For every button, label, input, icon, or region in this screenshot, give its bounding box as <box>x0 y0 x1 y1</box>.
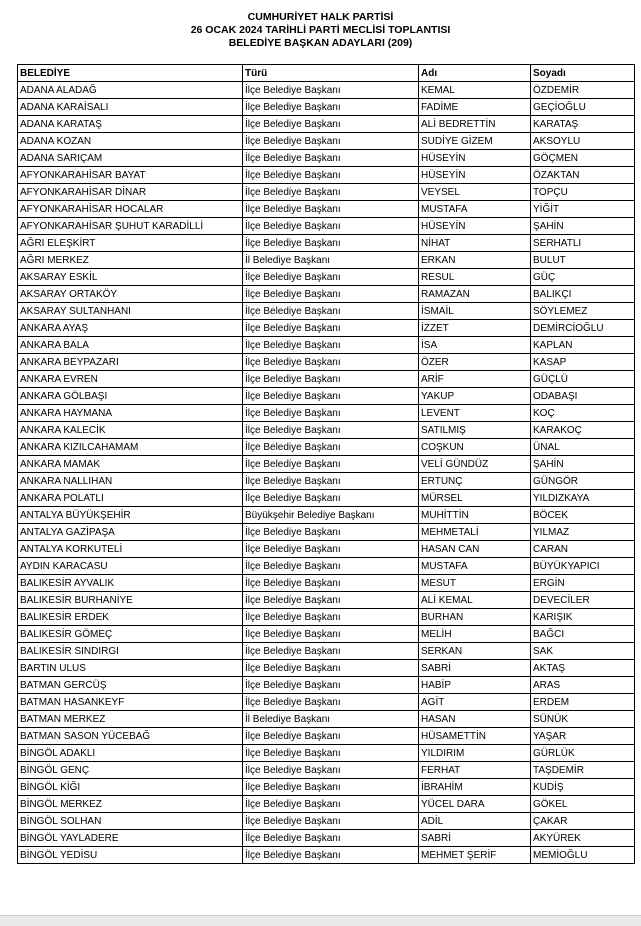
municipality-cell: BARTIN ULUS <box>18 660 243 677</box>
first-name-cell: HÜSEYİN <box>419 167 531 184</box>
type-cell: İlçe Belediye Başkanı <box>243 218 419 235</box>
last-name-cell: BÖCEK <box>531 507 635 524</box>
type-cell: İlçe Belediye Başkanı <box>243 337 419 354</box>
last-name-cell: AKSOYLU <box>531 133 635 150</box>
first-name-cell: VELİ GÜNDÜZ <box>419 456 531 473</box>
type-cell: İlçe Belediye Başkanı <box>243 456 419 473</box>
table-row <box>18 82 635 99</box>
type-cell: İlçe Belediye Başkanı <box>243 558 419 575</box>
municipality-cell: BİNGÖL SOLHAN <box>18 813 243 830</box>
type-cell: İlçe Belediye Başkanı <box>243 779 419 796</box>
last-name-cell: KARIŞIK <box>531 609 635 626</box>
last-name-cell: BULUT <box>531 252 635 269</box>
municipality-cell: ADANA SARIÇAM <box>18 150 243 167</box>
last-name-cell: DEVECİLER <box>531 592 635 609</box>
municipality-cell: ADANA ALADAĞ <box>18 82 243 99</box>
table-row <box>18 609 635 626</box>
municipality-cell: AFYONKARAHİSAR ŞUHUT KARADİLLİ <box>18 218 243 235</box>
table-row <box>18 422 635 439</box>
municipality-cell: BALIKESİR GÖMEÇ <box>18 626 243 643</box>
type-cell: İlçe Belediye Başkanı <box>243 439 419 456</box>
first-name-cell: FERHAT <box>419 762 531 779</box>
table-row <box>18 779 635 796</box>
first-name-cell: MEHMET ŞERİF <box>419 847 531 864</box>
table-row <box>18 184 635 201</box>
municipality-cell: BATMAN GERCÜŞ <box>18 677 243 694</box>
document-header <box>0 11 641 50</box>
last-name-cell: GÜÇLÜ <box>531 371 635 388</box>
table-row <box>18 813 635 830</box>
last-name-cell: YAŞAR <box>531 728 635 745</box>
table-row <box>18 252 635 269</box>
table-row <box>18 711 635 728</box>
table-row <box>18 218 635 235</box>
table-row <box>18 354 635 371</box>
first-name-cell: ERTUNÇ <box>419 473 531 490</box>
type-cell: İlçe Belediye Başkanı <box>243 235 419 252</box>
municipality-cell: AĞRI ELEŞKİRT <box>18 235 243 252</box>
table-row <box>18 694 635 711</box>
first-name-cell: ERKAN <box>419 252 531 269</box>
first-name-cell: SABRİ <box>419 830 531 847</box>
first-name-cell: HASAN <box>419 711 531 728</box>
last-name-cell: KASAP <box>531 354 635 371</box>
type-cell: İlçe Belediye Başkanı <box>243 626 419 643</box>
last-name-cell: GÖÇMEN <box>531 150 635 167</box>
municipality-cell: ANTALYA BÜYÜKŞEHİR <box>18 507 243 524</box>
table-row <box>18 677 635 694</box>
first-name-cell: MELİH <box>419 626 531 643</box>
last-name-cell: ŞAHİN <box>531 456 635 473</box>
type-cell: İl Belediye Başkanı <box>243 711 419 728</box>
first-name-cell: HÜSAMETTİN <box>419 728 531 745</box>
table-row <box>18 626 635 643</box>
first-name-cell: HABİP <box>419 677 531 694</box>
first-name-cell: YÜCEL DARA <box>419 796 531 813</box>
table-row <box>18 303 635 320</box>
type-cell: İlçe Belediye Başkanı <box>243 847 419 864</box>
last-name-cell: GÜRLÜK <box>531 745 635 762</box>
last-name-cell: ERGİN <box>531 575 635 592</box>
table-row <box>18 337 635 354</box>
municipality-cell: BALIKESİR SINDIRGI <box>18 643 243 660</box>
table-row <box>18 371 635 388</box>
type-cell: Büyükşehir Belediye Başkanı <box>243 507 419 524</box>
type-cell: İlçe Belediye Başkanı <box>243 201 419 218</box>
first-name-cell: ALİ BEDRETTİN <box>419 116 531 133</box>
table-row <box>18 235 635 252</box>
table-row <box>18 320 635 337</box>
municipality-cell: BİNGÖL YAYLADERE <box>18 830 243 847</box>
last-name-cell: AKTAŞ <box>531 660 635 677</box>
last-name-cell: KAPLAN <box>531 337 635 354</box>
municipality-cell: AFYONKARAHİSAR BAYAT <box>18 167 243 184</box>
last-name-cell: TAŞDEMİR <box>531 762 635 779</box>
last-name-cell: GÜNGÖR <box>531 473 635 490</box>
last-name-cell: KARAKOÇ <box>531 422 635 439</box>
candidates-title: BELEDİYE BAŞKAN ADAYLARI (209) <box>228 37 413 49</box>
table-header-row <box>18 65 635 82</box>
first-name-cell: SABRİ <box>419 660 531 677</box>
municipality-cell: ANKARA AYAŞ <box>18 320 243 337</box>
municipality-cell: ANKARA NALLIHAN <box>18 473 243 490</box>
table-row <box>18 388 635 405</box>
first-name-cell: YILDIRIM <box>419 745 531 762</box>
type-cell: İlçe Belediye Başkanı <box>243 643 419 660</box>
last-name-cell: KARATAŞ <box>531 116 635 133</box>
last-name-cell: BALIKÇI <box>531 286 635 303</box>
municipality-cell: AĞRI MERKEZ <box>18 252 243 269</box>
type-cell: İlçe Belediye Başkanı <box>243 133 419 150</box>
type-cell: İlçe Belediye Başkanı <box>243 150 419 167</box>
municipality-cell: ANKARA KALECİK <box>18 422 243 439</box>
municipality-cell: BALIKESİR BURHANİYE <box>18 592 243 609</box>
type-cell: İlçe Belediye Başkanı <box>243 541 419 558</box>
last-name-cell: ÇAKAR <box>531 813 635 830</box>
first-name-cell: FADİME <box>419 99 531 116</box>
last-name-cell: CARAN <box>531 541 635 558</box>
last-name-cell: ARAS <box>531 677 635 694</box>
municipality-cell: AKSARAY ORTAKÖY <box>18 286 243 303</box>
last-name-cell: SAK <box>531 643 635 660</box>
type-cell: İlçe Belediye Başkanı <box>243 320 419 337</box>
first-name-cell: VEYSEL <box>419 184 531 201</box>
municipality-cell: ANKARA GÖLBAŞI <box>18 388 243 405</box>
type-cell: İlçe Belediye Başkanı <box>243 184 419 201</box>
municipality-cell: AKSARAY ESKİL <box>18 269 243 286</box>
table-row <box>18 473 635 490</box>
type-cell: İlçe Belediye Başkanı <box>243 269 419 286</box>
table-row <box>18 133 635 150</box>
type-cell: İlçe Belediye Başkanı <box>243 303 419 320</box>
municipality-cell: ADANA KARAİSALI <box>18 99 243 116</box>
type-cell: İlçe Belediye Başkanı <box>243 524 419 541</box>
viewer-bottom-bar <box>0 915 641 926</box>
municipality-cell: BATMAN HASANKEYF <box>18 694 243 711</box>
first-name-cell: KEMAL <box>419 82 531 99</box>
municipality-cell: ANKARA POLATLI <box>18 490 243 507</box>
first-name-cell: İBRAHİM <box>419 779 531 796</box>
municipality-cell: AFYONKARAHİSAR DİNAR <box>18 184 243 201</box>
type-cell: İlçe Belediye Başkanı <box>243 575 419 592</box>
type-cell: İlçe Belediye Başkanı <box>243 167 419 184</box>
header-first-name: Adı <box>419 65 531 82</box>
first-name-cell: MESUT <box>419 575 531 592</box>
table-row <box>18 490 635 507</box>
header-type: Türü <box>243 65 419 82</box>
type-cell: İlçe Belediye Başkanı <box>243 388 419 405</box>
first-name-cell: AGİT <box>419 694 531 711</box>
table-row <box>18 150 635 167</box>
first-name-cell: MUHİTTİN <box>419 507 531 524</box>
first-name-cell: SERKAN <box>419 643 531 660</box>
party-title: CUMHURİYET HALK PARTİSİ <box>247 11 394 23</box>
first-name-cell: İZZET <box>419 320 531 337</box>
last-name-cell: SERHATLI <box>531 235 635 252</box>
municipality-cell: AFYONKARAHİSAR HOCALAR <box>18 201 243 218</box>
first-name-cell: LEVENT <box>419 405 531 422</box>
first-name-cell: ADİL <box>419 813 531 830</box>
table-row <box>18 524 635 541</box>
type-cell: İlçe Belediye Başkanı <box>243 116 419 133</box>
meeting-title: 26 OCAK 2024 TARİHLİ PARTİ MECLİSİ TOPLANTISI <box>190 24 451 36</box>
type-cell: İlçe Belediye Başkanı <box>243 371 419 388</box>
municipality-cell: ANKARA BEYPAZARI <box>18 354 243 371</box>
table-row <box>18 728 635 745</box>
table-row <box>18 762 635 779</box>
type-cell: İlçe Belediye Başkanı <box>243 490 419 507</box>
table-row <box>18 745 635 762</box>
type-cell: İlçe Belediye Başkanı <box>243 354 419 371</box>
municipality-cell: BATMAN SASON YÜCEBAĞ <box>18 728 243 745</box>
first-name-cell: SATILMIŞ <box>419 422 531 439</box>
last-name-cell: KUDİŞ <box>531 779 635 796</box>
first-name-cell: COŞKUN <box>419 439 531 456</box>
last-name-cell: ERDEM <box>531 694 635 711</box>
last-name-cell: YİĞİT <box>531 201 635 218</box>
last-name-cell: ÜNAL <box>531 439 635 456</box>
first-name-cell: ARİF <box>419 371 531 388</box>
type-cell: İlçe Belediye Başkanı <box>243 694 419 711</box>
table-row <box>18 269 635 286</box>
last-name-cell: ŞAHİN <box>531 218 635 235</box>
type-cell: İlçe Belediye Başkanı <box>243 82 419 99</box>
municipality-cell: BATMAN MERKEZ <box>18 711 243 728</box>
last-name-cell: YILMAZ <box>531 524 635 541</box>
table-row <box>18 286 635 303</box>
last-name-cell: SÖYLEMEZ <box>531 303 635 320</box>
municipality-cell: ANKARA BALA <box>18 337 243 354</box>
last-name-cell: KOÇ <box>531 405 635 422</box>
table-row <box>18 439 635 456</box>
candidates-table <box>17 64 635 864</box>
municipality-cell: BALIKESİR AYVALIK <box>18 575 243 592</box>
table-row <box>18 167 635 184</box>
last-name-cell: DEMİRCİOĞLU <box>531 320 635 337</box>
table-row <box>18 796 635 813</box>
municipality-cell: ANKARA KIZILCAHAMAM <box>18 439 243 456</box>
first-name-cell: MÜRSEL <box>419 490 531 507</box>
table-row <box>18 643 635 660</box>
last-name-cell: GEÇİOĞLU <box>531 99 635 116</box>
last-name-cell: TOPÇU <box>531 184 635 201</box>
type-cell: İlçe Belediye Başkanı <box>243 830 419 847</box>
type-cell: İl Belediye Başkanı <box>243 252 419 269</box>
first-name-cell: RESUL <box>419 269 531 286</box>
municipality-cell: ANKARA EVREN <box>18 371 243 388</box>
first-name-cell: HÜSEYİN <box>419 150 531 167</box>
type-cell: İlçe Belediye Başkanı <box>243 745 419 762</box>
municipality-cell: BALIKESİR ERDEK <box>18 609 243 626</box>
municipality-cell: AKSARAY SULTANHANI <box>18 303 243 320</box>
table-row <box>18 830 635 847</box>
type-cell: İlçe Belediye Başkanı <box>243 405 419 422</box>
type-cell: İlçe Belediye Başkanı <box>243 99 419 116</box>
table-row <box>18 847 635 864</box>
table-row <box>18 592 635 609</box>
type-cell: İlçe Belediye Başkanı <box>243 473 419 490</box>
municipality-cell: ANTALYA GAZİPAŞA <box>18 524 243 541</box>
table-row <box>18 116 635 133</box>
type-cell: İlçe Belediye Başkanı <box>243 422 419 439</box>
municipality-cell: BİNGÖL YEDİSU <box>18 847 243 864</box>
table-row <box>18 507 635 524</box>
last-name-cell: BÜYÜKYAPICI <box>531 558 635 575</box>
first-name-cell: MUSTAFA <box>419 558 531 575</box>
last-name-cell: ÖZAKTAN <box>531 167 635 184</box>
municipality-cell: BİNGÖL MERKEZ <box>18 796 243 813</box>
last-name-cell: BAĞCI <box>531 626 635 643</box>
table-row <box>18 201 635 218</box>
first-name-cell: İSA <box>419 337 531 354</box>
first-name-cell: ALİ KEMAL <box>419 592 531 609</box>
type-cell: İlçe Belediye Başkanı <box>243 762 419 779</box>
first-name-cell: HASAN CAN <box>419 541 531 558</box>
type-cell: İlçe Belediye Başkanı <box>243 677 419 694</box>
first-name-cell: YAKUP <box>419 388 531 405</box>
first-name-cell: MEHMETALİ <box>419 524 531 541</box>
municipality-cell: AYDIN KARACASU <box>18 558 243 575</box>
table-row <box>18 660 635 677</box>
type-cell: İlçe Belediye Başkanı <box>243 592 419 609</box>
first-name-cell: İSMAİL <box>419 303 531 320</box>
last-name-cell: MEMİOĞLU <box>531 847 635 864</box>
municipality-cell: ANKARA MAMAK <box>18 456 243 473</box>
municipality-cell: ANTALYA KORKUTELİ <box>18 541 243 558</box>
table-row <box>18 456 635 473</box>
table-row <box>18 99 635 116</box>
last-name-cell: GÜÇ <box>531 269 635 286</box>
municipality-cell: BİNGÖL KİĞI <box>18 779 243 796</box>
first-name-cell: NİHAT <box>419 235 531 252</box>
first-name-cell: RAMAZAN <box>419 286 531 303</box>
header-last-name: Soyadı <box>531 65 635 82</box>
last-name-cell: SÜNÜK <box>531 711 635 728</box>
table-row <box>18 541 635 558</box>
table-row <box>18 575 635 592</box>
last-name-cell: ODABAŞI <box>531 388 635 405</box>
municipality-cell: ADANA KOZAN <box>18 133 243 150</box>
last-name-cell: YILDIZKAYA <box>531 490 635 507</box>
table-body <box>18 82 635 864</box>
type-cell: İlçe Belediye Başkanı <box>243 286 419 303</box>
table-row <box>18 405 635 422</box>
last-name-cell: ÖZDEMİR <box>531 82 635 99</box>
last-name-cell: AKYÜREK <box>531 830 635 847</box>
header-municipality: BELEDİYE <box>18 65 243 82</box>
type-cell: İlçe Belediye Başkanı <box>243 660 419 677</box>
type-cell: İlçe Belediye Başkanı <box>243 609 419 626</box>
first-name-cell: MUSTAFA <box>419 201 531 218</box>
type-cell: İlçe Belediye Başkanı <box>243 796 419 813</box>
first-name-cell: ÖZER <box>419 354 531 371</box>
type-cell: İlçe Belediye Başkanı <box>243 813 419 830</box>
first-name-cell: SUDİYE GİZEM <box>419 133 531 150</box>
table-row <box>18 558 635 575</box>
municipality-cell: BİNGÖL GENÇ <box>18 762 243 779</box>
first-name-cell: HÜSEYİN <box>419 218 531 235</box>
first-name-cell: BURHAN <box>419 609 531 626</box>
municipality-cell: ADANA KARATAŞ <box>18 116 243 133</box>
municipality-cell: BİNGÖL ADAKLI <box>18 745 243 762</box>
municipality-cell: ANKARA HAYMANA <box>18 405 243 422</box>
type-cell: İlçe Belediye Başkanı <box>243 728 419 745</box>
last-name-cell: GÖKEL <box>531 796 635 813</box>
